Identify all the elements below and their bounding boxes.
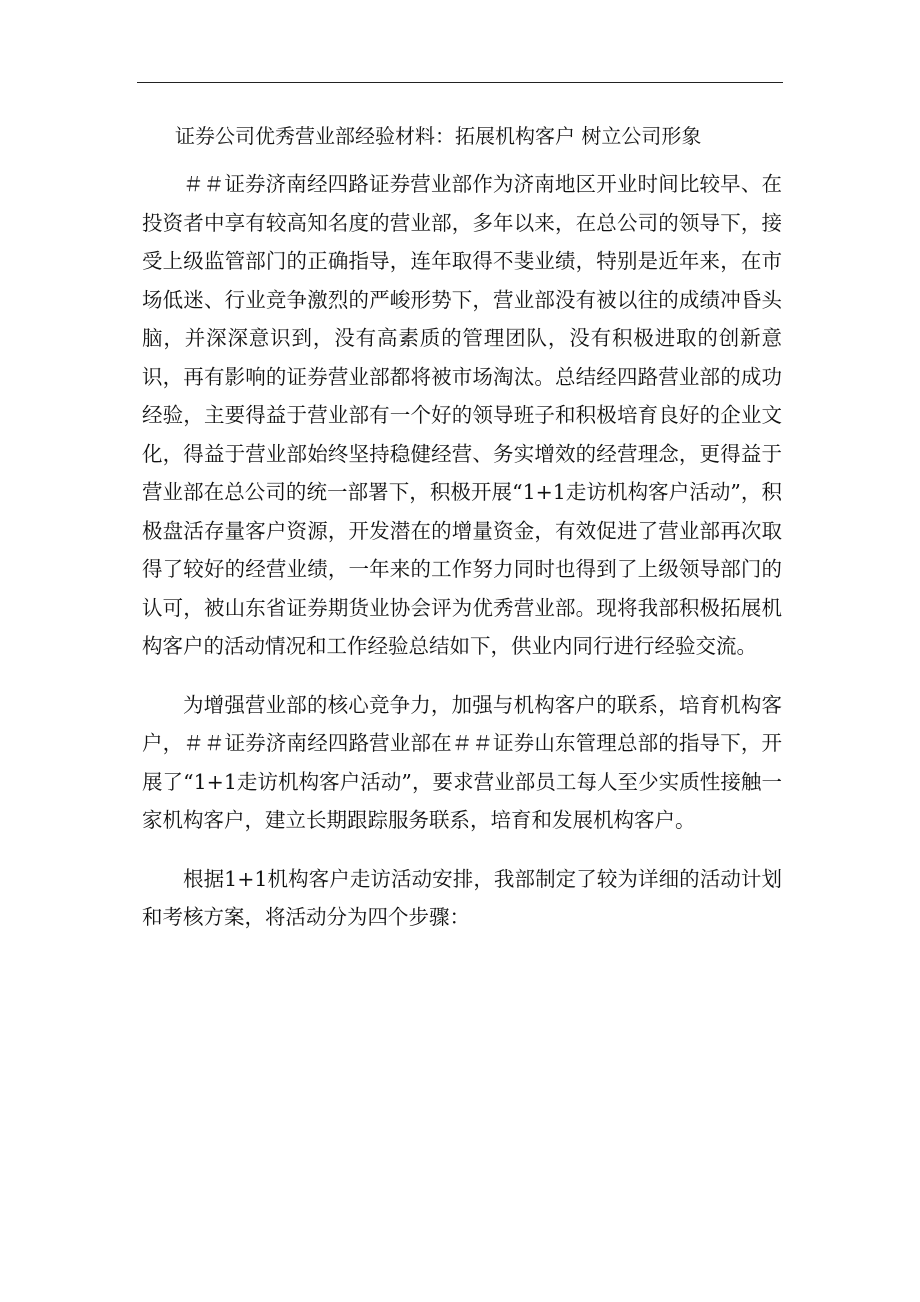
paragraph-activity: 为增强营业部的核心竞争力，加强与机构客户的联系，培育机构客户，＃＃证券济南经四路营业部在＃＃证券山东管理总部的指导下，开展了“1+1走访机构客户活动”，要求营业部员工每人至少实质性接触一家机构客户，建立长期跟踪服务联系，培育和发展机构客户。: [142, 692, 782, 832]
document-body: [142, 165, 782, 955]
header-rule: [137, 82, 783, 83]
paragraph-intro: ＃＃证券济南经四路证券营业部作为济南地区开业时间比较早、在投资者中享有较高知名度的营业部，多年以来，在总公司的领导下，接受上级监管部门的正确指导，连年取得不斐业绩，特别是近年来，在市场低迷、行业竞争激烈的严峻形势下，营业部没有被以往的成绩冲昏头脑，并深深意识到，没有高素质的管理团队，没有积极进取的创新意识，再有影响的证券营业部都将被市场淘汰。总结经四路营业部的成功经验，主要得益于营业部有一个好的领导班子和积极培育良好的企业文化，得益于营业部始终坚持稳健经营、务实增效的经营理念，更得益于营业部在总公司的统一部署下，积极开展“1+1走访机构客户活动”，积极盘活存量客户资源，开发潜在的增量资金，有效促进了营业部再次取得了较好的经营业绩，一年来的工作努力同时也得到了上级领导部门的认可，被山东省证券期货业协会评为优秀营业部。现将我部积极拓展机构客户的活动情况和工作经验总结如下，供业内同行进行经验交流。: [142, 172, 782, 658]
document-title: 证券公司优秀营业部经验材料：拓展机构客户 树立公司形象: [175, 124, 702, 148]
paragraph-steps: 根据1+1机构客户走访活动安排，我部制定了较为详细的活动计划和考核方案，将活动分为四个步骤：: [142, 866, 782, 929]
